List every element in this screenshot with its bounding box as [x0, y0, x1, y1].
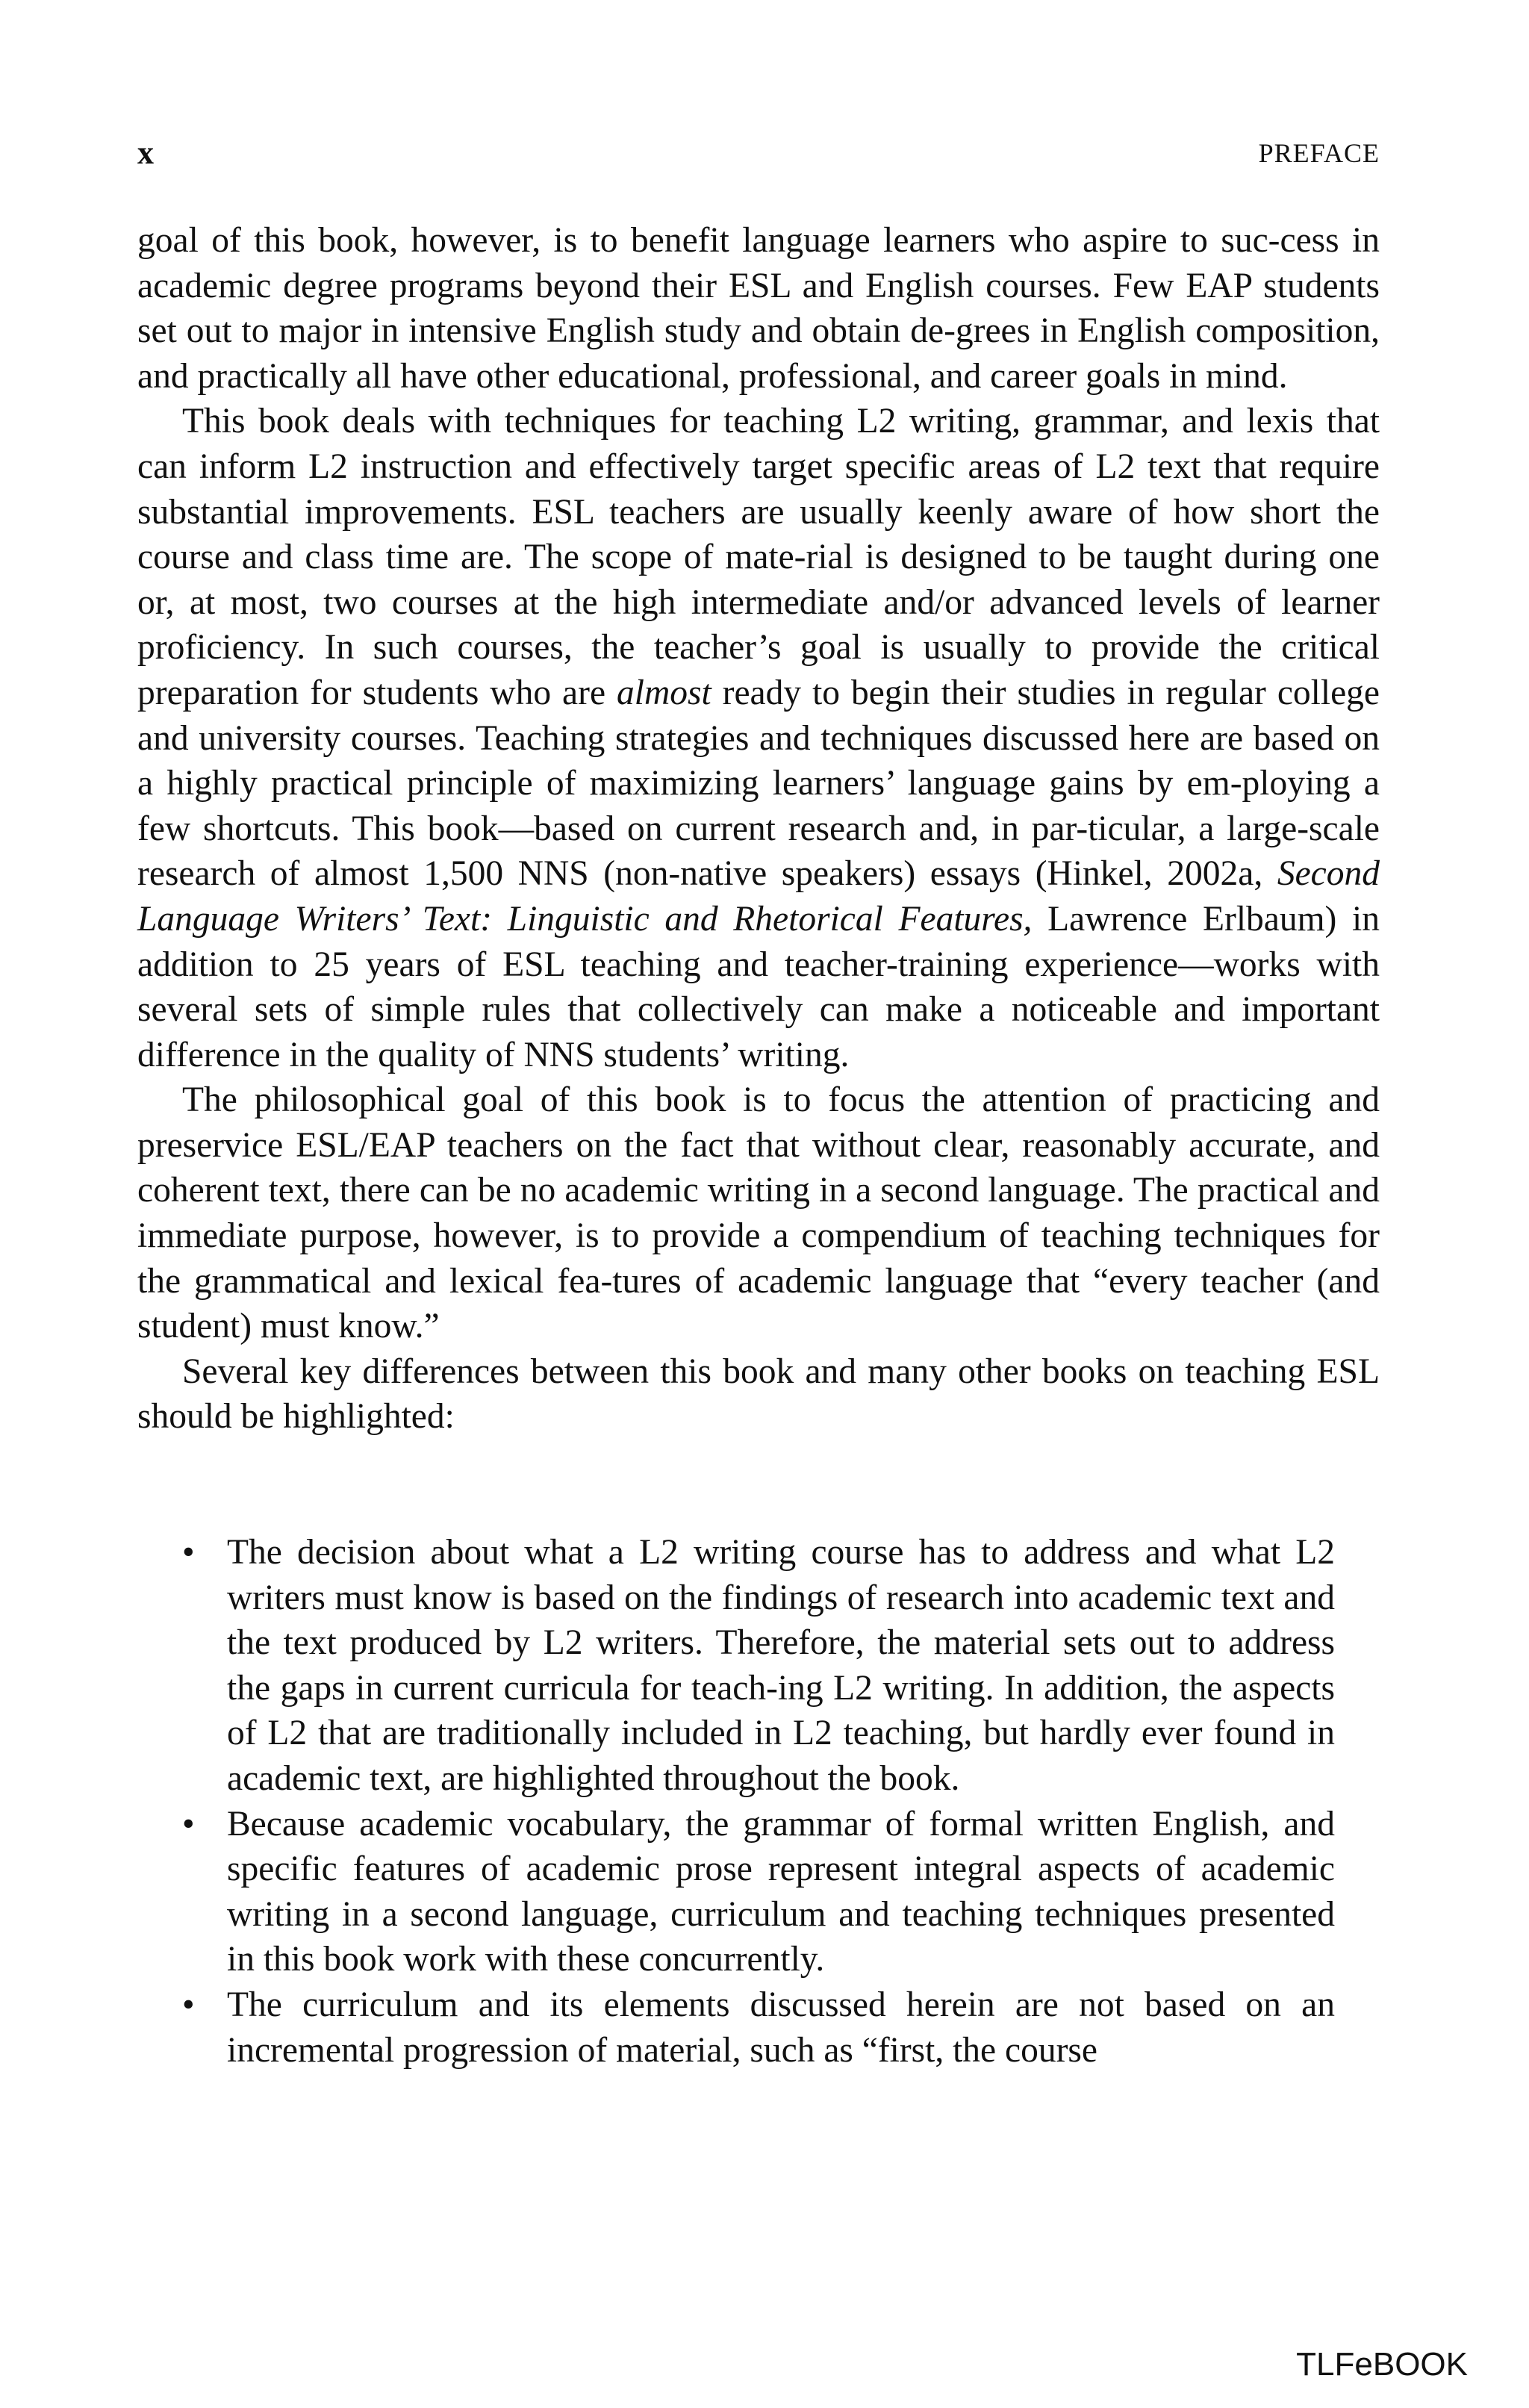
bullet-text-2: Because academic vocabulary, the grammar of formal written English, and specific features of academic prose represent integral aspects of academic writing in a second language, curriculum and teaching techniques presented in this book work with these concurrently.: [227, 1804, 1335, 1979]
bullet-list: [137, 1530, 1380, 2073]
paragraph-1: goal of this book, however, is to benefit language learners who aspire to suc-cess in academic degree programs beyond their ESL and English courses. Few EAP students set out to major in intensive English study and obtain de-grees in English composition, and practically all have other educational, professional, and career goals in mind.: [137, 221, 1380, 396]
bullet-icon: •: [182, 1985, 195, 2024]
bullet-icon: •: [182, 1804, 195, 1844]
running-head: PREFACE: [1258, 138, 1380, 168]
bullet-icon: •: [182, 1533, 195, 1572]
page-number: x: [137, 134, 154, 171]
book-title-citation: Second Language Writers’ Text: Linguistic and Rhetorical Features,: [137, 854, 1380, 939]
paragraph-2-text-a: This book deals with techniques for teaching L2 writing, grammar, and lexis that can inform L2 instruction and effectively target specific areas of L2 text that require substantial improvements. ESL teachers are usually keenly aware of how short the course and class time are. The scope of mate-rial is designed to be taught during one or, at most, two courses at the high intermediate and/or advanced levels of learner proficiency. In such courses, the teacher’s goal is usually to provide the critical preparation for students who are: [137, 402, 1380, 712]
paragraph-2: [137, 399, 1380, 1077]
paragraph-2-text-b: ready to begin their studies in regular college and university courses. Teaching strategies and techniques discussed here are based on a highly practical principle of maximizing learners’ language gains by em-ploying a few shortcuts. This book—based on current research and, in par-ticular, a large-scale research of almost 1,500 NNS (non-native speakers) essays (Hinkel, 2002a,: [137, 673, 1380, 894]
body-text: [137, 218, 1380, 2073]
paragraph-3: The philosophical goal of this book is to focus the attention of practicing and preservice ESL/EAP teachers on the fact that without clear, reasonably accurate, and coherent text, there can be no academic writing in a second language. The practical and immediate purpose, however, is to provide a compendium of teaching techniques for the grammatical and lexical fea-tures of academic language that “every teacher (and student) must know.”: [137, 1080, 1380, 1346]
paragraph-2-text-c: Lawrence Erlbaum) in addition to 25 years of ESL teaching and teacher-training experience—works with several sets of simple rules that collectively can make a noticeable and important difference in the quality of NNS students’ writing.: [137, 899, 1380, 1074]
bullet-item-2: [137, 1802, 1380, 1982]
paragraph-4: Several key differences between this book and many other books on teaching ESL should be highlighted:: [137, 1351, 1380, 1437]
italic-almost: almost: [617, 673, 711, 712]
bullet-item-3: [137, 1982, 1380, 2073]
watermark: TLFeBOOK: [1296, 2346, 1468, 2383]
bullet-item-1: [137, 1530, 1380, 1802]
bullet-text-1: The decision about what a L2 writing course has to address and what L2 writers must know is based on the findings of research into academic text and the text produced by L2 writers. Therefore, the material sets out to address the gaps in current curricula for teach-ing L2 writing. In addition, the aspects of L2 that are traditionally included in L2 teaching, but hardly ever found in academic text, are highlighted throughout the book.: [227, 1533, 1335, 1798]
bullet-text-3: The curriculum and its elements discussed herein are not based on an incremental progression of material, such as “first, the course: [227, 1985, 1335, 2070]
page-header: [137, 131, 1380, 175]
